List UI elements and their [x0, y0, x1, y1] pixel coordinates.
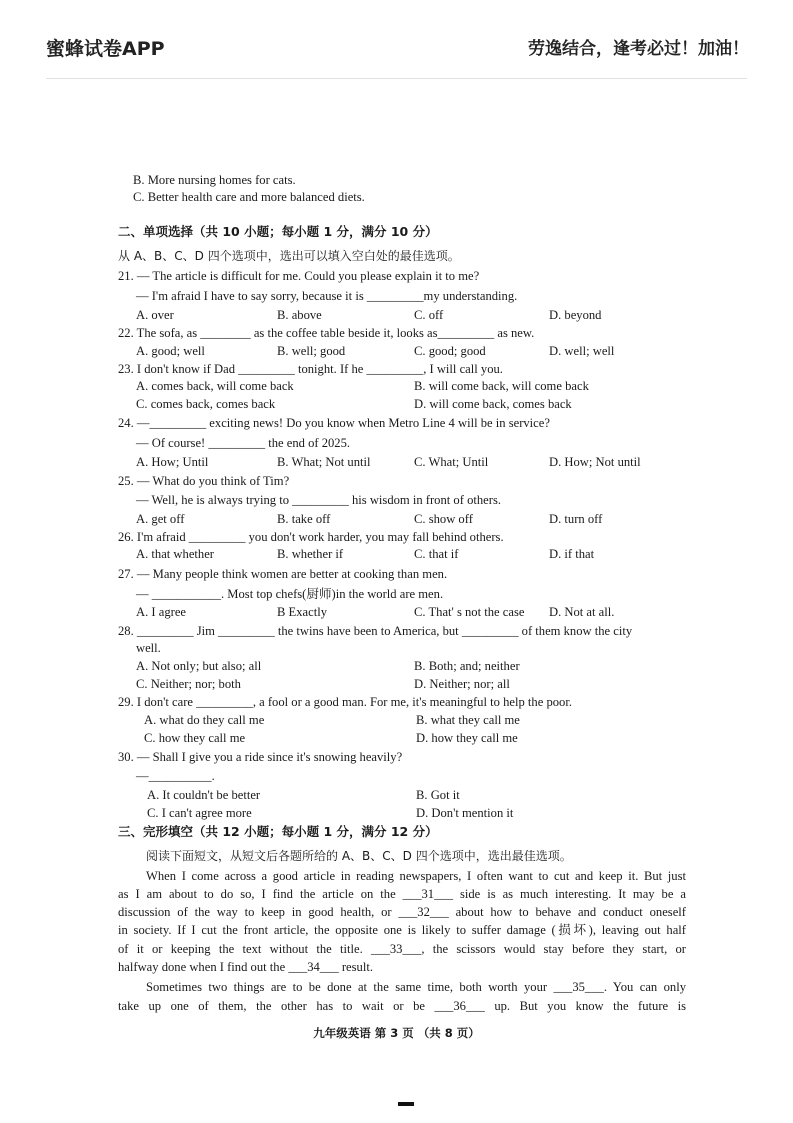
q26-option-a: A. that whether: [136, 547, 214, 561]
q23-stem: 23. I don't know if Dad _________ tonight. If he _________, I will call you.: [118, 362, 503, 376]
q23-option-c: C. comes back, comes back: [136, 397, 276, 411]
q24-stem: 24. —_________ exciting news! Do you know when Metro Line 4 will be in service?: [118, 416, 550, 430]
header-slogan: 劳逸结合，逢考必过！加油！: [528, 39, 749, 59]
page-header: [0, 0, 793, 78]
q30-reply: —__________.: [136, 769, 215, 783]
q26-option-d: D. if that: [549, 547, 595, 561]
q27-stem: 27. — Many people think women are better at cooking than men.: [118, 567, 448, 581]
section2-instruction: 从 A、B、C、D 四个选项中，选出可以填入空白处的最佳选项。: [118, 249, 460, 263]
q28-stem: 28. _________ Jim _________ the twins have been to America, but _________ of them know the city: [118, 624, 633, 638]
section2-title: 二、单项选择（共 10 小题；每小题 1 分，满分 10 分）: [118, 224, 438, 239]
q25-option-c: C. show off: [414, 512, 473, 526]
q24-option-d: D. How; Not until: [549, 455, 641, 469]
q24-option-c: C. What; Until: [414, 455, 489, 469]
passage-line-1: When I come across a good article in reading newspapers, I often want to cut and keep it. But just: [146, 869, 686, 883]
q28-option-a: A. Not only; but also; all: [136, 659, 262, 673]
q30-stem: 30. — Shall I give you a ride since it's snowing heavily?: [118, 750, 403, 764]
q28-stem-cont: well.: [136, 641, 161, 655]
q28-option-b: B. Both; and; neither: [414, 659, 520, 673]
q29-option-d: D. how they call me: [416, 731, 518, 745]
q24-option-a: A. How; Until: [136, 455, 209, 469]
prev-option-b: B. More nursing homes for cats.: [133, 173, 296, 187]
passage-line-3: discussion of the way to keep in good health, or ___32___ about how to behave and conduct oneself: [118, 905, 686, 919]
q25-reply: — Well, he is always trying to _________ his wisdom in front of others.: [136, 493, 501, 507]
q29-stem: 29. I don't care _________, a fool or a good man. For me, it's meaningful to help the poor.: [118, 695, 572, 709]
q21-option-b: B. above: [277, 308, 322, 322]
q27-option-c: C. That' s not the case: [414, 605, 525, 619]
app-name: 蜜蜂试卷APP: [46, 38, 165, 60]
q21-option-a: A. over: [136, 308, 174, 322]
q30-option-a: A. It couldn't be better: [147, 788, 261, 802]
passage-line-8: take up one of them, the other has to wait or be ___36___ up. But you know the future is: [118, 999, 686, 1013]
q22-stem: 22. The sofa, as ________ as the coffee table beside it, looks as_________ as new.: [118, 326, 535, 340]
binding-mark: [398, 1102, 414, 1106]
passage-line-7: Sometimes two things are to be done at the same time, both worth your ___35___. You can only: [146, 980, 686, 994]
q30-option-c: C. I can't agree more: [147, 806, 252, 820]
passage-line-4: in society. If I cut the front article, the opposite one is likely to suffer damage (损坏), leaving out half: [118, 923, 686, 937]
section3-title: 三、完形填空（共 12 小题；每小题 1 分，满分 12 分）: [118, 824, 438, 839]
q29-option-a: A. what do they call me: [144, 713, 265, 727]
page-footer: 九年级英语 第 3 页 （共 8 页）: [313, 1026, 480, 1040]
q28-option-c: C. Neither; nor; both: [136, 677, 241, 691]
passage-line-2: as I am about to do so, I find the article on the ___31___ side is as much interesting. It may be a: [118, 887, 686, 901]
q25-option-b: B. take off: [277, 512, 331, 526]
passage-line-6: halfway done when I find out the ___34___ result.: [118, 960, 373, 974]
q27-option-a: A. I agree: [136, 605, 186, 619]
q22-option-a: A. good; well: [136, 344, 205, 358]
q23-option-d: D. will come back, comes back: [414, 397, 572, 411]
q25-option-a: A. get off: [136, 512, 185, 526]
q21-stem: 21. — The article is difficult for me. Could you please explain it to me?: [118, 269, 480, 283]
header-divider: [46, 78, 747, 79]
q25-option-d: D. turn off: [549, 512, 603, 526]
q24-reply: — Of course! _________ the end of 2025.: [136, 436, 351, 450]
q27-option-d: D. Not at all.: [549, 605, 615, 619]
q24-option-b: B. What; Not until: [277, 455, 371, 469]
q27-option-b: B Exactly: [277, 605, 328, 619]
q22-option-b: B. well; good: [277, 344, 346, 358]
q21-reply: — I'm afraid I have to say sorry, because it is _________my understanding.: [136, 289, 518, 303]
q30-option-d: D. Don't mention it: [416, 806, 514, 820]
q22-option-c: C. good; good: [414, 344, 486, 358]
q22-option-d: D. well; well: [549, 344, 615, 358]
q27-reply: — ___________. Most top chefs(厨师)in the world are men.: [136, 587, 444, 601]
q25-stem: 25. — What do you think of Tim?: [118, 474, 290, 488]
q26-option-b: B. whether if: [277, 547, 344, 561]
q26-stem: 26. I'm afraid _________ you don't work harder, you may fall behind others.: [118, 530, 504, 544]
section3-instruction: 阅读下面短文，从短文后各题所给的 A、B、C、D 四个选项中，选出最佳选项。: [146, 849, 572, 863]
q23-option-a: A. comes back, will come back: [136, 379, 294, 393]
q30-option-b: B. Got it: [416, 788, 460, 802]
q29-option-c: C. how they call me: [144, 731, 246, 745]
q26-option-c: C. that if: [414, 547, 459, 561]
prev-option-c: C. Better health care and more balanced diets.: [133, 190, 365, 204]
q21-option-d: D. beyond: [549, 308, 602, 322]
q23-option-b: B. will come back, will come back: [414, 379, 589, 393]
q29-option-b: B. what they call me: [416, 713, 520, 727]
passage-line-5: of it or keeping the text without the title. ___33___, the scissors would stay before they start, or: [118, 942, 686, 956]
q21-option-c: C. off: [414, 308, 444, 322]
q28-option-d: D. Neither; nor; all: [414, 677, 510, 691]
